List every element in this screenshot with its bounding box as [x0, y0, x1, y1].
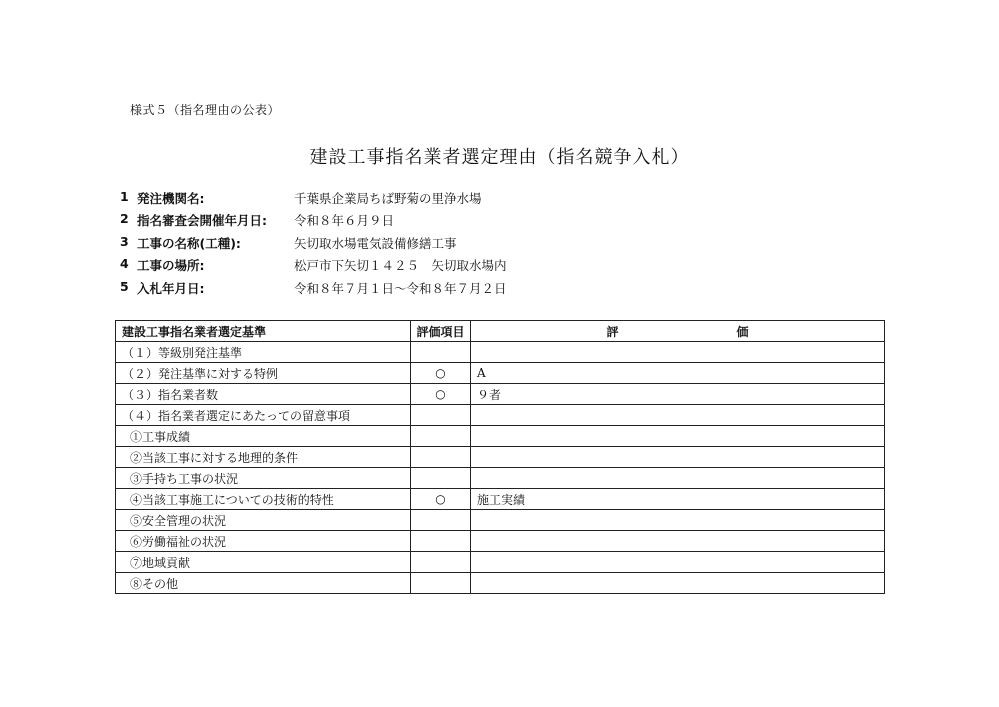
info-value: 矢切取水場電気設備修繕工事 [294, 235, 457, 251]
info-row-bid-date [120, 279, 820, 301]
criteria-cell: ④当該工事施工についての技術的特性 [116, 489, 411, 510]
criteria-cell: （１）等級別発注基準 [116, 342, 411, 363]
evaluation-cell [471, 510, 885, 531]
evaluation-cell [471, 552, 885, 573]
info-value: 千葉県企業局ちば野菊の里浄水場 [294, 191, 482, 206]
mark-cell [411, 405, 471, 426]
evaluation-cell [471, 573, 885, 594]
evaluation-cell: A [471, 363, 885, 384]
table-row [116, 447, 885, 468]
criteria-cell: ⑧その他 [116, 573, 411, 594]
mark-cell [411, 510, 471, 531]
selection-criteria-table [115, 320, 885, 594]
criteria-cell: ①工事成績 [116, 426, 411, 447]
table-row [116, 405, 885, 426]
info-label: 発注機関名: [137, 191, 205, 206]
criteria-cell: ⑦地域貢献 [116, 552, 411, 573]
table-row [116, 573, 885, 594]
evaluation-cell: 施工実績 [471, 489, 885, 510]
mark-cell [411, 573, 471, 594]
info-row-location [120, 256, 820, 278]
mark-cell [411, 552, 471, 573]
table-row [116, 552, 885, 573]
info-row-agency [120, 189, 820, 211]
table-row [116, 489, 885, 510]
info-value: 松戸市下矢切１４２５ 矢切取水場内 [294, 258, 507, 274]
info-number: 1 [120, 189, 129, 204]
table-header-row [116, 321, 885, 342]
mark-cell [411, 468, 471, 489]
criteria-cell: ⑤安全管理の状況 [116, 510, 411, 531]
evaluation-cell [471, 468, 885, 489]
info-value: 令和８年６月９日 [294, 213, 395, 229]
mark-cell [411, 447, 471, 468]
mark-cell: ○ [411, 363, 471, 384]
evaluation-cell: ９者 [471, 384, 885, 405]
table-row [116, 384, 885, 405]
info-list [120, 189, 820, 301]
header-criteria: 建設工事指名業者選定基準 [116, 321, 411, 342]
mark-cell: ○ [411, 489, 471, 510]
mark-cell [411, 531, 471, 552]
info-value: 令和８年７月１日～令和８年７月２日 [294, 280, 507, 296]
info-row-review-date [120, 211, 820, 233]
header-evaluation-item: 評価項目 [411, 321, 471, 342]
info-label: 入札年月日: [137, 280, 205, 296]
table-row [116, 426, 885, 447]
table-row [116, 510, 885, 531]
table-row [116, 363, 885, 384]
info-label: 工事の名称(工種): [137, 235, 241, 251]
mark-cell [411, 426, 471, 447]
info-number: 2 [120, 211, 129, 227]
document-title: 建設工事指名業者選定理由（指名競争入札） [309, 147, 690, 168]
criteria-cell: （３）指名業者数 [116, 384, 411, 405]
criteria-cell: （４）指名業者選定にあたっての留意事項 [116, 405, 411, 426]
evaluation-cell [471, 342, 885, 363]
evaluation-cell [471, 531, 885, 552]
criteria-cell: ⑥労働福祉の状況 [116, 531, 411, 552]
evaluation-cell [471, 405, 885, 426]
mark-cell [411, 342, 471, 363]
mark-cell: ○ [411, 384, 471, 405]
info-label: 工事の場所: [137, 258, 205, 274]
info-row-work-name [120, 234, 820, 256]
header-evaluation [471, 321, 885, 342]
info-number: 3 [120, 233, 129, 249]
evaluation-cell [471, 447, 885, 468]
form-number-label: 様式５（指名理由の公表） [130, 103, 281, 117]
table-row [116, 468, 885, 489]
table-row [116, 531, 885, 552]
header-evaluation-char-1: 評 [606, 324, 619, 339]
info-label: 指名審査会開催年月日: [137, 213, 267, 229]
criteria-cell: ②当該工事に対する地理的条件 [116, 447, 411, 468]
criteria-cell: ③手持ち工事の状況 [116, 468, 411, 489]
info-number: 5 [120, 278, 129, 294]
table-row [116, 342, 885, 363]
info-number: 4 [120, 256, 129, 272]
evaluation-cell [471, 426, 885, 447]
header-evaluation-char-2: 価 [736, 324, 749, 339]
criteria-cell: （２）発注基準に対する特例 [116, 363, 411, 384]
